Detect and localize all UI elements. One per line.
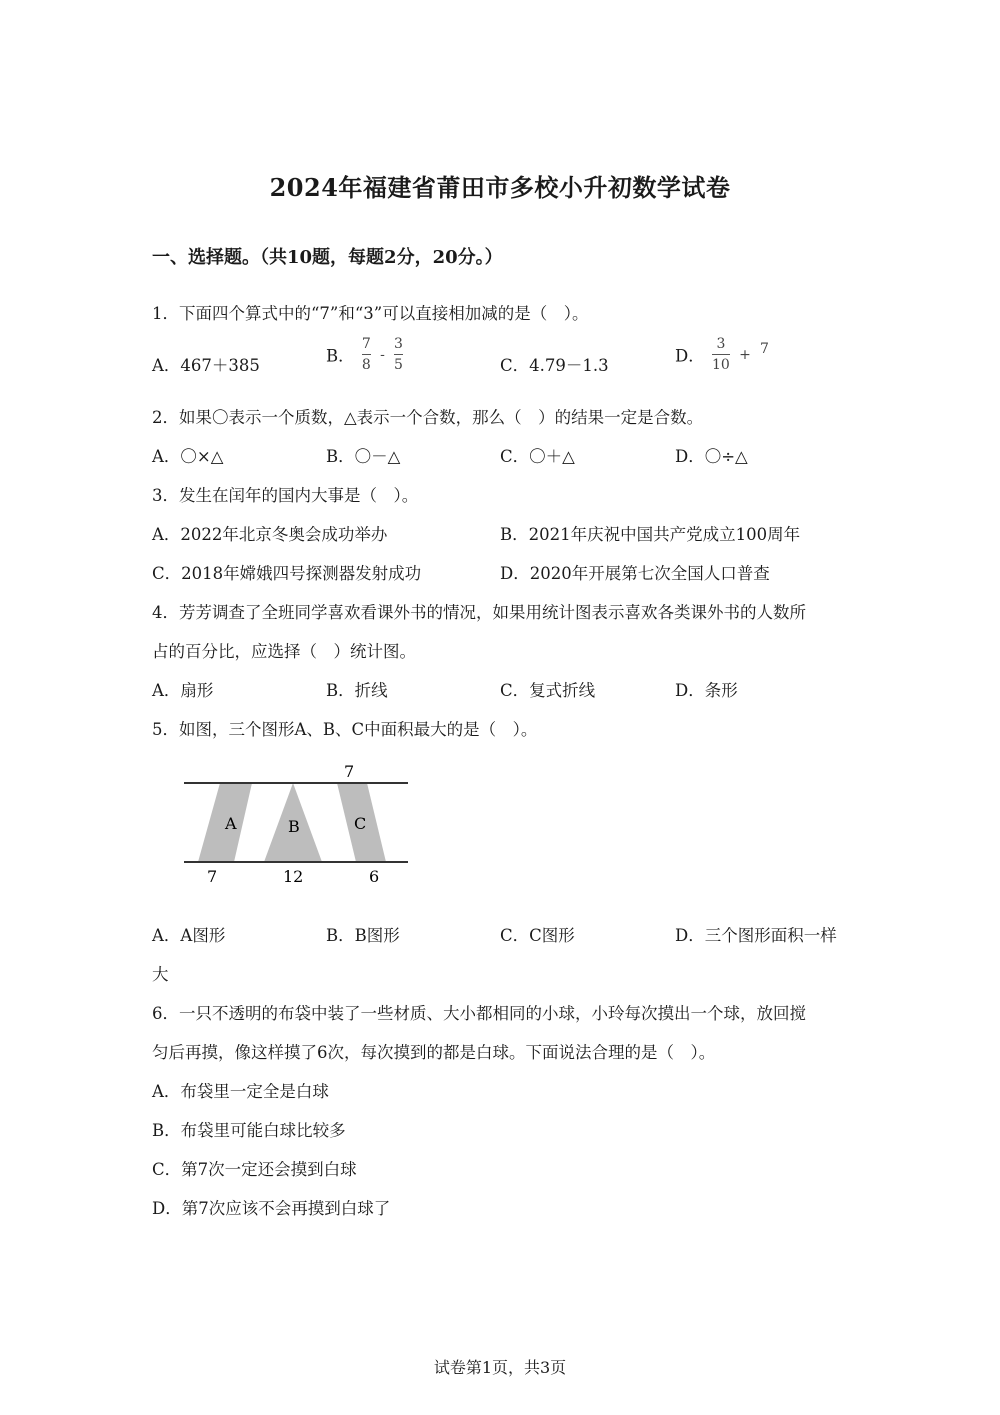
bottom-b-length-label: 12 [283,867,304,886]
section-heading: 一、选择题。（共10题，每题2分，20分。） [152,247,503,268]
q3-option-a: A．2022年北京冬奥会成功举办 [152,525,388,544]
question-4-stem-line2: 占的百分比，应选择（ ）统计图。 [152,642,416,661]
q5-option-b: B．B图形 [326,926,400,945]
q4-option-a: A．扇形 [152,681,214,700]
q3-option-c: C．2018年嫦娥四号探测器发射成功 [152,564,422,583]
fraction-bar [394,354,403,355]
question-1-stem: 1．下面四个算式中的“7”和“3”可以直接相加减的是（ ）。 [152,304,589,323]
q2-option-d: D．〇÷△ [675,447,748,466]
q5-option-c: C．C图形 [500,926,575,945]
numerator: 3 [716,336,726,352]
q1-option-a: A．467＋385 [152,356,260,375]
numerator: 7 [361,336,371,352]
page-footer: 试卷第1页，共3页 [433,1358,567,1377]
question-6-stem-line1: 6．一只不透明的布袋中装了一些材质、大小都相同的小球，小玲每次摸出一个球，放回搅 [152,1004,806,1023]
fraction-7-8 [362,336,371,373]
fraction-bar [712,354,730,355]
q4-option-c: C．复式折线 [500,681,596,700]
q1-option-c: C．4.79－1.3 [500,356,609,375]
plus-sign: + [739,346,751,363]
q6-option-c: C．第7次一定还会摸到白球 [152,1160,357,1179]
question-6-stem-line2: 匀后再摸，像这样摸了6次，每次摸到的都是白球。下面说法合理的是（ ）。 [152,1043,716,1062]
q4-option-b: B．折线 [326,681,388,700]
q5-option-a: A．A图形 [152,926,226,945]
fraction-3-5 [394,336,403,373]
denominator: 10 [711,357,730,374]
shape-a-label: A [225,814,237,833]
denominator: 8 [361,357,371,374]
q5-figure [180,758,412,890]
q6-option-b: B．布袋里可能白球比较多 [152,1121,346,1140]
question-3-stem: 3．发生在闰年的国内大事是（ ）。 [152,486,419,505]
q3-option-b: B．2021年庆祝中国共产党成立100周年 [500,525,801,544]
question-4-stem-line1: 4．芳芳调查了全班同学喜欢看课外书的情况，如果用统计图表示喜欢各类课外书的人数所 [152,603,806,622]
shape-c-label: C [354,814,367,833]
bottom-a-length-label: 7 [207,867,218,886]
shape-b-label: B [288,817,300,836]
q5-option-d-wrap: 大 [152,965,169,984]
top-length-label: 7 [344,762,355,781]
q1-option-b-label: B． [326,346,355,366]
q1-option-b [326,336,405,373]
fraction-bar [362,354,371,355]
question-2-stem: 2．如果〇表示一个质数，△表示一个合数，那么（ ）的结果一定是合数。 [152,408,704,427]
q2-option-c: C．〇＋△ [500,447,575,466]
q1-option-d-label: D． [675,346,705,366]
q4-option-d: D．条形 [675,681,738,700]
addend: 7 [760,340,769,357]
minus-sign: - [380,346,385,363]
q6-option-d: D．第7次应该不会再摸到白球了 [152,1199,391,1218]
q2-option-b: B．〇－△ [326,447,401,466]
question-5-stem: 5．如图，三个图形A、B、C中面积最大的是（ ）。 [152,720,538,739]
q6-option-a: A．布袋里一定全是白球 [152,1082,329,1101]
page-title: 2024年福建省莆田市多校小升初数学试卷 [269,173,731,202]
fraction-3-10 [712,336,730,373]
denominator: 5 [394,357,403,374]
numerator: 3 [394,336,403,352]
q3-option-d: D．2020年开展第七次全国人口普查 [500,564,770,583]
q1-option-d [675,336,771,373]
q5-option-d: D．三个图形面积一样 [675,926,837,945]
q2-option-a: A．〇×△ [152,447,224,466]
bottom-c-length-label: 6 [369,867,380,886]
